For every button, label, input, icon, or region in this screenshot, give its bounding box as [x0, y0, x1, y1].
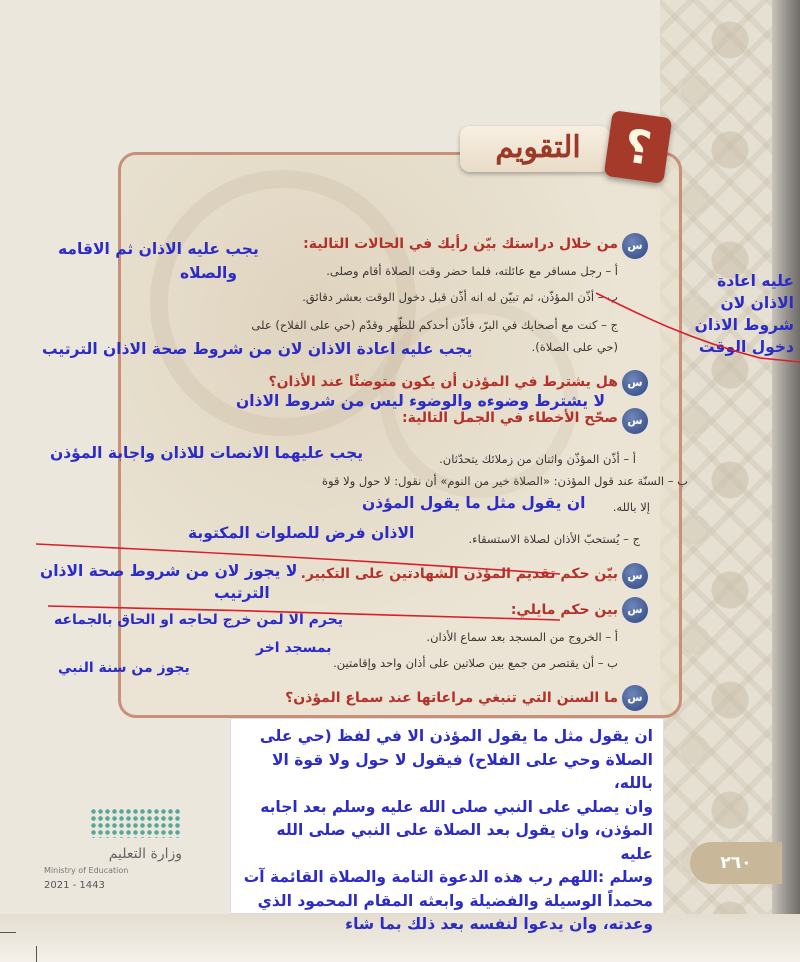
question-marker: س	[622, 233, 648, 259]
q1-answer-a-line1: يجب عليه الاذان ثم الاقامه	[58, 240, 259, 258]
q3-answer-b: ان يقول مثل ما يقول المؤذن	[362, 494, 586, 512]
q5-answer-b: يجوز من سنة النبي	[58, 660, 190, 676]
q3-item-b-line2: إلا بالله.	[612, 500, 650, 514]
answer-line: المؤذن، وان يقول بعد الصلاة على النبي صلى الله عليه	[276, 821, 653, 863]
q3-item-a: أ – أذّن المؤذّن واثنان من زملائك يتحدّثان.	[439, 452, 636, 466]
answer-line: ان يقول مثل ما يقول المؤذن الا في لفظ (حي على	[259, 727, 653, 745]
section-title: التقويم	[495, 130, 581, 165]
answer-line: وعدته، وان يدعوا لنفسه بعد ذلك بما شاء	[345, 915, 653, 933]
edition-year: 2021 - 1443	[44, 880, 105, 891]
q4-answer-line1: لا يجوز لان من شروط صحة الاذان	[40, 562, 298, 580]
question-marker: س	[622, 408, 648, 434]
q3-prompt: صحّح الأخطاء في الجمل التالية:	[401, 410, 618, 426]
red-ink-line	[36, 544, 560, 574]
question-marker: س	[622, 370, 648, 396]
ministry-name-ar: وزارة التعليم	[108, 846, 182, 862]
question-marker: س	[622, 597, 648, 623]
q6-prompt: ما السنن التي تنبغي مراعاتها عند سماع المؤذن؟	[285, 690, 618, 706]
q2-answer: لا يشترط وضوءه والوضوء ليس من شروط الاذان	[236, 392, 606, 410]
answer-line: وان يصلي على النبي صلى الله عليه وسلم بعد اجابه	[260, 797, 653, 816]
q3-answer-c: الاذان فرض للصلوات المكتوبة	[188, 524, 415, 542]
question-marker: س	[622, 685, 648, 711]
ministry-name-en: Ministry of Education	[44, 866, 129, 875]
q1-item-a: أ – رجل مسافر مع عائلته، فلما حضر وقت الصلاة أقام وصلى.	[326, 264, 618, 278]
q4-answer-line2: الترتيب	[214, 584, 270, 602]
question-marker: س	[622, 563, 648, 589]
q1-item-b: ب – أذّن المؤذّن، ثم تبيّن له انه أذّن قبل دخول الوقت بعشر دقائق.	[302, 290, 618, 304]
question-mark-icon: ؟	[604, 110, 673, 184]
q5-answer-a-line1: يحرم الا لمن خرج لحاجه او الحاق بالجماعه	[54, 612, 343, 628]
answer-line: الصلاة وحي على الفلاح) فيقول لا حول ولا قوة الا بالله،	[271, 750, 653, 792]
q5-answer-a-line2: بمسجد اخر	[256, 640, 332, 656]
page-number: ٢٦٠	[690, 842, 782, 884]
q1-answer-c: يجب عليه اعادة الاذان لان من شروط صحة الاذان الترتيب	[42, 340, 473, 358]
q2-prompt: هل يشترط في المؤذن أن يكون متوضئًا عند الأذان؟	[268, 374, 618, 390]
q1-answer-a-line2: والصلاه	[180, 264, 237, 282]
q5-prompt: بين حكم مايلي:	[510, 602, 618, 618]
q4-prompt: بيّن حكم تقديم المؤذن الشهادتين على التكبير.	[300, 566, 618, 582]
answer-line: محمداً الوسيلة والفضيلة وابعثه المقام المحمود الذي	[257, 891, 653, 910]
red-ink-line	[48, 606, 560, 620]
q5-item-b: ب – أن يقتصر من جمع بين صلاتين على أذان واحد وإقامتين.	[333, 656, 618, 670]
q3-item-c: ج – يُستحبّ الأذان لصلاة الاستسقاء.	[468, 532, 640, 546]
q1-prompt: من خلال دراستك بيّن رأيك في الحالات التالية:	[303, 236, 618, 252]
answer-line: وسلم :اللهم رب هذه الدعوة التامة والصلاة القائمة آت	[243, 868, 653, 886]
q3-item-b-line1: ب – السنّة عند قول المؤذن: «الصلاة خير من النوم» أن نقول: لا حول ولا قوة	[322, 474, 688, 488]
q5-item-a: أ – الخروج من المسجد بعد سماع الأذان.	[426, 630, 618, 644]
q1-item-c-line2: (حي على الصلاة).	[531, 340, 618, 354]
q3-answer-a: يجب عليهما الانصات للاذان واجابة المؤذن	[50, 444, 364, 462]
red-ink-line	[596, 293, 800, 362]
q1-item-c-line1: ج – كنت مع أصحابك في البرّ، فأذّن أحدكم للظّهر وقدّم (حي على الفلاح) على	[251, 318, 618, 332]
side-answer-b: عليه اعادة الاذان لان شروط الاذان دخول الوقت	[694, 272, 794, 356]
